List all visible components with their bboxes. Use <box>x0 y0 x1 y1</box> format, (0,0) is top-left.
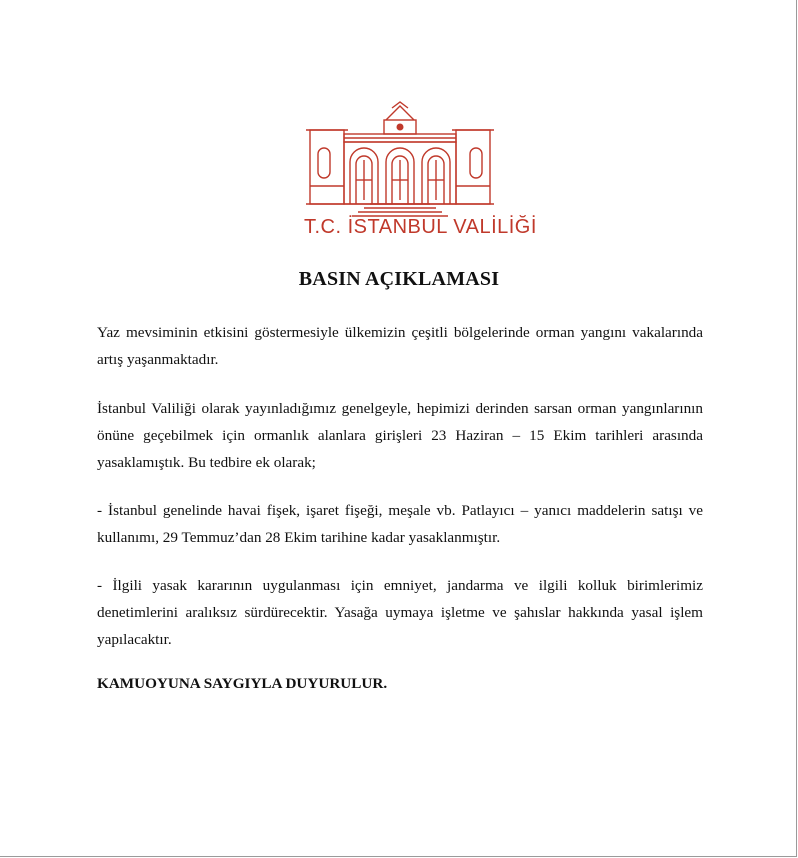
paragraph: - İlgili yasak kararının uygulanması için emniyet, jandarma ve ilgili kolluk birimlerimiz denetimlerini aralıksız sürdürecektir. Yasağa uymaya işletme ve şahıslar hakkında yasal işlem yapılacaktır. <box>97 577 703 648</box>
logo-text: T.C. İSTANBUL VALİLİĞİ <box>304 216 537 238</box>
document-title: BASIN AÇIKLAMASI <box>298 268 500 290</box>
paragraph: İstanbul Valiliği olarak yayınladığımız genelgeyle, hepimizi derinden sarsan orman yangınlarının önüne geçebilmek için ormanlık alanlara girişleri 23 Haziran – 15 Ekim tarihleri arasında yasaklamıştık. Bu tedbire ek olarak; <box>97 400 703 471</box>
valilik-logo <box>304 100 537 248</box>
closing-statement: KAMUOYUNA SAYGIYLA DUYURULUR. <box>97 675 388 692</box>
building-emblem-icon <box>304 100 496 218</box>
paragraph: Yaz mevsiminin etkisini göstermesiyle ülkemizin çeşitli bölgelerinde orman yangını vakalarında artış yaşanmaktadır. <box>97 324 703 368</box>
paragraph: - İstanbul genelinde havai fişek, işaret fişeği, meşale vb. Patlayıcı – yanıcı maddelerin satışı ve kullanımı, 29 Temmuz’dan 28 Ekim tarihine kadar yasaklanmıştır. <box>97 502 703 546</box>
